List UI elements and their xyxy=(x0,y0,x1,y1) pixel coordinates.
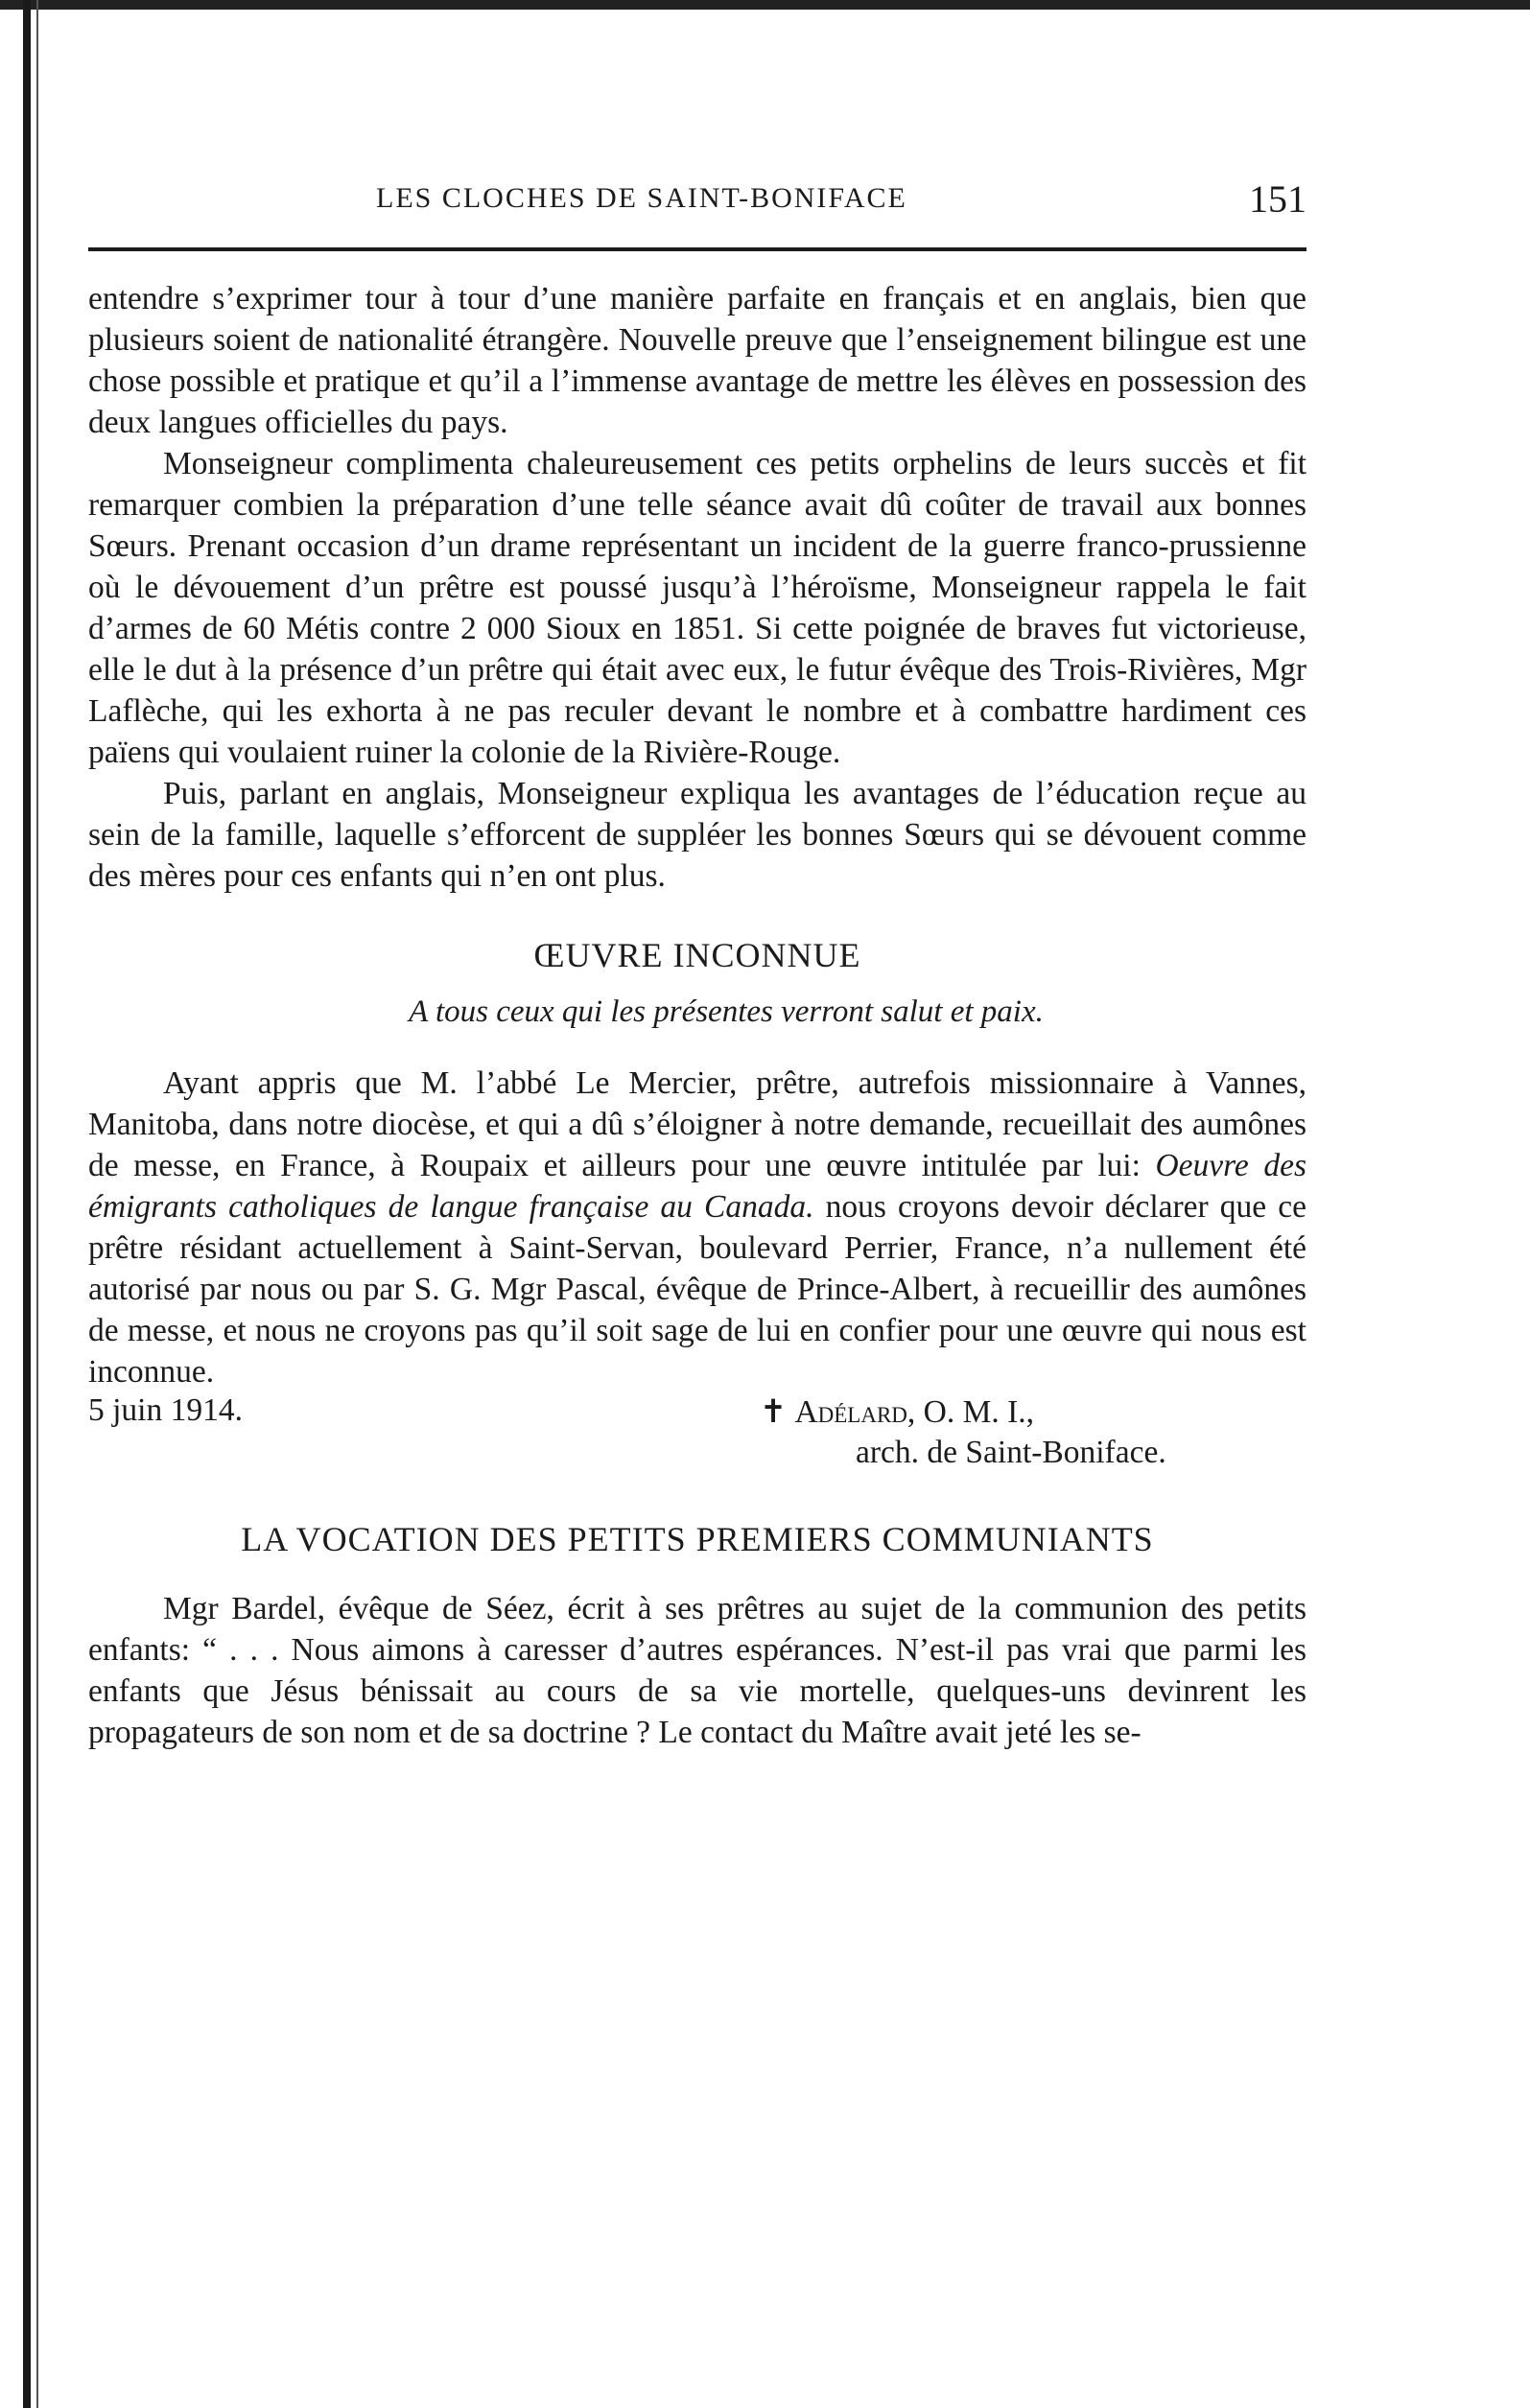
signature-block xyxy=(88,1392,1306,1477)
cross-icon: ✝ xyxy=(760,1394,788,1430)
section-title-oeuvre-inconnue: ŒUVRE INCONNUE xyxy=(533,936,861,974)
paragraph-3: Puis, parlant en anglais, Monseigneur expliqua les avantages de l’éducation reçue au sein de la famille, laquelle s’efforcent de suppléer les bonnes Sœurs qui se dévouent comme des mères pour ces enfants qui n’en ont plus. xyxy=(88,776,1306,894)
oeuvre-title-italic: Oeuvre des émigrants catholiques de langue française au Canada. xyxy=(88,1148,1306,1225)
page-header xyxy=(88,153,1306,230)
page-top-edge xyxy=(0,0,1530,10)
salutation-line: A tous ceux qui les présentes verront salut et paix. xyxy=(409,994,1044,1029)
page-number: 151 xyxy=(1249,177,1306,221)
paragraph-2: Monseigneur complimenta chaleureusement ces petits orphelins de leurs succès et fit remarquer combien la préparation d’une telle séance avait dû coûter de travail aux bonnes Sœurs. Prenant occasion d’un drame représentant un incident de la guerre franco-prussienne où le dévouement d’un prêtre est poussé jusqu’à l’héroïsme, Monseigneur rappela le fait d’armes de 60 Métis contre 2 000 Sioux en 1851. Si cette poignée de braves fut victorieuse, elle le dut à la présence d’un prêtre qui était avec eux, le futur évêque des Trois-Rivières, Mgr Laflèche, qui les exhorta à ne pas reculer devant le nombre et à combattre hardiment ces païens qui voulaient ruiner la colonie de la Rivière-Rouge. xyxy=(88,446,1306,770)
signature-name: Adélard xyxy=(794,1394,907,1430)
page-left-binding-edge xyxy=(23,0,31,2408)
running-title: LES CLOCHES DE SAINT-BONIFACE xyxy=(376,182,907,214)
letter-paragraph xyxy=(88,1063,1306,1392)
signature xyxy=(760,1392,1034,1431)
signature-title: arch. de Saint-Boniface. xyxy=(856,1435,1166,1470)
letter-text-end: nous croyons devoir déclarer que ce prêtre résidant actuellement à Saint-Servan, boulevard Perrier, France, n’a nullement été autorisé par nous ou par S. G. Mgr Pascal, évêque de Prince-Albert, à recueillir des aumônes de messe, et nous ne croyons pas qu’il soit sage de lui en confier pour une œuvre qui nous est inconnue. xyxy=(88,1189,1306,1390)
book-page xyxy=(88,153,1306,1750)
header-rule xyxy=(88,247,1306,251)
paragraph-1: entendre s’exprimer tour à tour d’une manière parfaite en français et en anglais, bien que plusieurs soient de nationalité étrangère. Nouvelle preuve que l’enseignement bilingue est une chose possible et pratique et qu’il a l’immense avantage de mettre les élèves en possession des deux langues officielles du pays. xyxy=(88,281,1306,440)
vocation-paragraph: Mgr Bardel, évêque de Séez, écrit à ses prêtres au sujet de la communion des petits enfants: “ . . . Nous aimons à caresser d’autres espérances. N’est-il pas vrai que parmi les enfants que Jésus bénissait au cours de sa vie mortelle, quelques-uns devinrent les propagateurs de son nom et de sa doctrine ? Le contact du Maître avait jeté les se- xyxy=(88,1591,1306,1750)
letter-text-start: Ayant appris que M. l’abbé Le Mercier, prêtre, autrefois missionnaire à Vannes, Manitoba, dans notre diocèse, et qui a dû s’éloigner à notre demande, recueillait des aumônes de messe, en France, à Roupaix et ailleurs pour une œuvre intitulée par lui: xyxy=(88,1065,1306,1183)
section-title-vocation: LA VOCATION DES PETITS PREMIERS COMMUNIANTS xyxy=(241,1520,1154,1558)
page-left-binding-line xyxy=(36,0,38,2408)
letter-date: 5 juin 1914. xyxy=(88,1392,243,1428)
body-text xyxy=(88,278,1306,1753)
signature-suffix: , O. M. I., xyxy=(906,1394,1035,1430)
